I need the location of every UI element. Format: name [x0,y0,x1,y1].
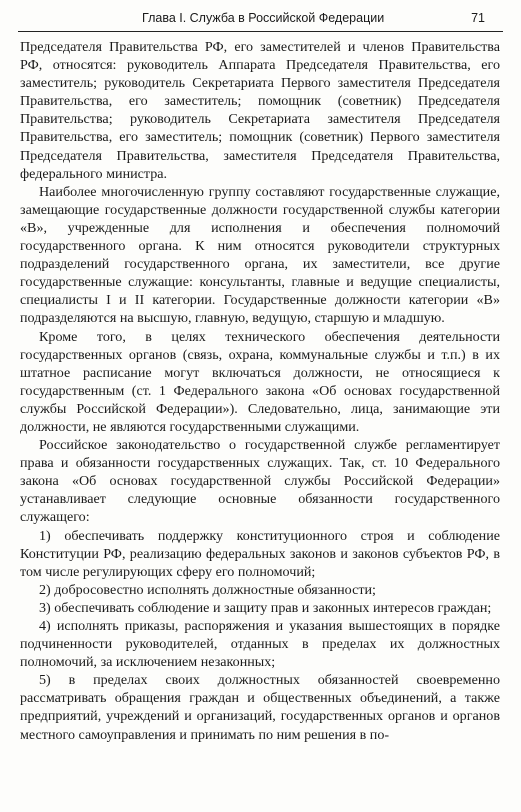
chapter-title: Глава I. Служба в Российской Федерации [142,11,385,25]
paragraph-continuation: Председателя Правительства РФ, его заместителей и членов Правительства РФ, относятся: руководитель Аппарата Председателя Правительства, его заместитель; руководитель Секретариата Первого заместителя Председателя Правительства, его заместитель; помощник (советник) Председателя Правительства; руководитель Секретариата заместителя Председателя Правительства, его заместитель; помощник (советник) Первого заместителя Председателя Правительства, заместителя Председателя Правительства, федерального министра. [20,39,500,182]
list-item: 1) обеспечивать поддержку конституционного строя и соблюдение Конституции РФ, реализацию федеральных законов и законов субъектов РФ, в том числе регулирующих сферу его полномочий; [20,527,500,580]
list-item: 5) в пределах своих должностных обязанностей своевременно рассматривать обращения граждан и общественных объединений, а также предприятий, учреждений и организаций, государственных органов и органов местного самоуправления и принимать по ним решения в по- [20,672,500,743]
running-header [18,5,503,32]
paragraph: Российское законодательство о государственной службе регламентирует права и обязанности государственных служащих. Так, ст. 10 Федерального закона «Об основах государственной службы Российской Федерации» устанавливает следующие основные обязанности государственного служащего: [20,437,500,526]
list-item: 4) исполнять приказы, распоряжения и указания вышестоящих в порядке подчиненности руководителей, отданных в пределах их должностных полномочий, за исключением незаконных; [20,618,500,671]
list-item: 2) добросовестно исполнять должностные обязанности; [39,581,376,598]
paragraph: Наиболее многочисленную группу составляют государственные служащие, замещающие государственные должности государственной службы категории «В», учрежденные для исполнения и обеспечения полномочий государственного органа. К ним относятся руководители структурных подразделений государственного органа, их заместители, все другие государственные служащие: консультанты, главные и ведущие специалисты, специалисты I и II категории. Государственные должности категории «В» подразделяются на высшую, главную, ведущую, старшую и младшую. [20,183,500,327]
page-number: 71 [471,11,485,25]
list-item: 3) обеспечивать соблюдение и защиту прав и законных интересов граждан; [39,599,492,616]
body-text [20,38,500,744]
paragraph: Кроме того, в целях технического обеспечения деятельности государственных органов (связь, охрана, коммунальные службы и т.п.) в их штатное расписание могут включаться должности, не относящиеся к государственным (ст. 1 Федерального закона «Об основах государственной службы Российской Федерации»). Следовательно, лица, занимающие эти должности, не являются государственными служащими. [20,328,500,435]
